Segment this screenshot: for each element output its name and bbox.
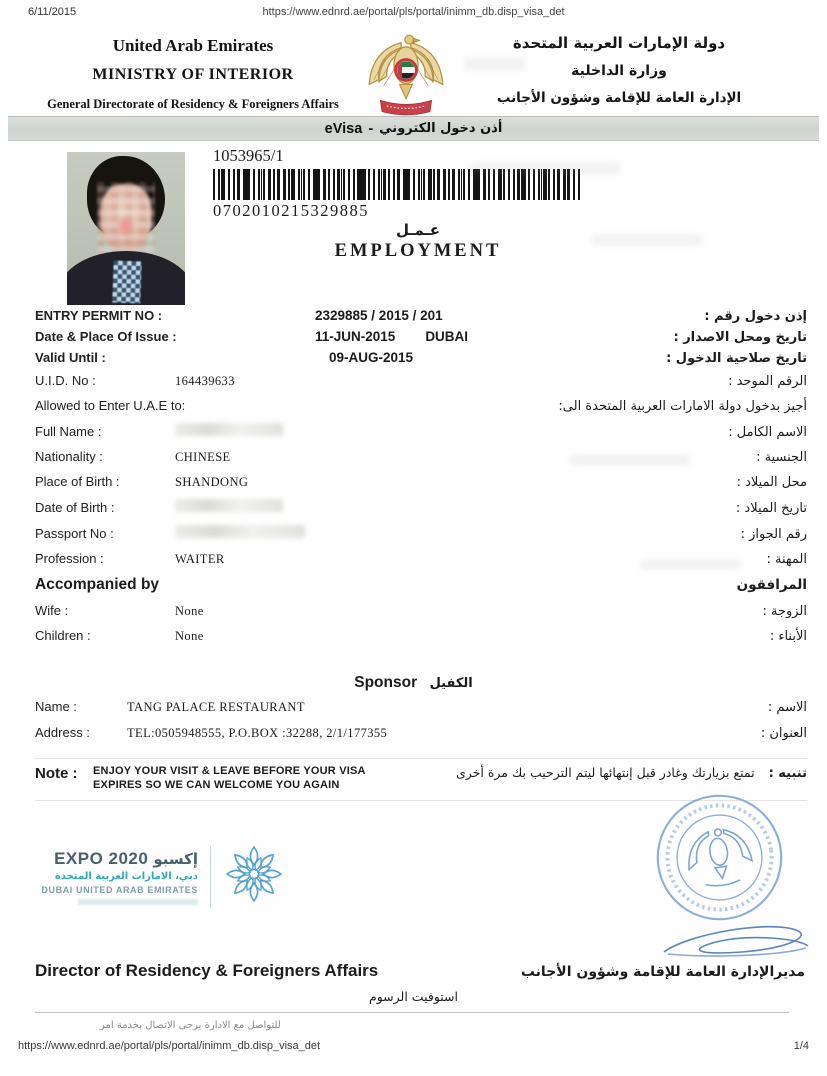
field-label-ar: تاريخ صلاحية الدخول : (666, 351, 807, 366)
page-indicator: 1/4 (793, 1040, 809, 1052)
field-value: CHINESE (175, 450, 231, 464)
note-arabic (456, 765, 807, 781)
file-number: 1053965/1 (213, 146, 284, 165)
field-label-ar: الاسم الكامل : (728, 425, 807, 440)
sponsor-details (35, 699, 807, 751)
field-label: Profession : (35, 551, 104, 566)
applicant-photo (67, 152, 185, 305)
contact-note-ar: للتواصل مع الادارة يرجى الاتصال بخدمة امر (100, 1020, 281, 1031)
director-row (35, 961, 805, 981)
visa-type-arabic: عـمـل (396, 221, 440, 239)
field-value: 09-AUG-2015 (329, 350, 414, 365)
signature-icon (658, 908, 818, 966)
field-label-ar: الاسم : (767, 700, 807, 715)
expo-2020-logo (40, 843, 285, 910)
redacted-value (175, 525, 305, 538)
field-label: Place of Birth : (35, 474, 120, 489)
note-line-1: ENJOY YOUR VISIT & LEAVE BEFORE YOUR VISA (93, 765, 366, 777)
field-label-ar: المهنة : (766, 552, 807, 567)
field-value: TANG PALACE RESTAURANT (127, 700, 305, 714)
field-value: None (175, 604, 204, 618)
fees-collected-ar: استوفيت الرسوم (368, 989, 459, 1004)
field-label-ar: العنوان : (760, 726, 807, 741)
director-title-ar: مديرالإدارة العامة للإقامة وشؤون الأجانب (520, 964, 805, 980)
field-label: ENTRY PERMIT NO : (35, 308, 163, 323)
scan-artifact (470, 163, 620, 174)
scan-artifact (592, 235, 702, 245)
field-value: TEL:0505948555, P.O.BOX :32288, 2/1/177355 (127, 726, 388, 740)
field-label: Valid Until : (35, 350, 106, 365)
print-header-url: https://www.ednrd.ae/portal/pls/portal/inimm_db.disp_visa_det (262, 6, 565, 18)
expo-ghost-line (78, 899, 198, 905)
country-name-ar: دولة الإمارات العربية المتحدة (512, 34, 726, 52)
scan-artifact (465, 58, 525, 70)
field-label-ar: الزوجة : (762, 604, 807, 619)
uae-falcon-emblem-icon (358, 30, 454, 118)
field-row-valid-until (35, 350, 807, 366)
official-stamp-icon (652, 790, 787, 925)
expo-latin: EXPO 2020 (54, 848, 149, 868)
field-label: U.I.D. No : (35, 373, 96, 388)
field-label-ar: تاريخ الميلاد : (735, 501, 807, 516)
field-row-entry-permit (35, 308, 807, 324)
field-value: 2329885 / 2015 / 201 (315, 308, 443, 323)
barcode-number: 0702010215329885 (213, 201, 369, 220)
field-value: SHANDONG (175, 475, 249, 489)
field-label-ar: محل الميلاد : (736, 475, 807, 490)
evisa-title-arabic: أذن دخول الكتروني (379, 121, 503, 136)
letterhead-english (28, 36, 358, 112)
expo-rosette-icon (223, 843, 285, 910)
photo-pixelation-overlay (97, 182, 155, 252)
field-value: None (175, 629, 204, 643)
director-title-en: Director of Residency & Foreigners Affairs (35, 961, 379, 980)
field-label-ar: تاريخ ومحل الاصدار : (673, 330, 807, 345)
visa-details (35, 308, 807, 653)
scan-artifact (640, 560, 740, 569)
footer-divider (35, 1012, 789, 1013)
field-label: Date of Birth : (35, 500, 115, 515)
field-label-ar: الأبناء : (769, 629, 807, 644)
field-label-ar: رقم الجواز : (740, 527, 807, 542)
evisa-title-latin: eVisa (324, 120, 363, 137)
field-label: Date & Place Of Issue : (35, 329, 177, 344)
sponsor-heading (0, 674, 827, 692)
field-row-wife (35, 603, 807, 619)
print-footer-url: https://www.ednrd.ae/portal/pls/portal/inimm_db.disp_visa_det (18, 1040, 321, 1052)
country-name-en: United Arab Emirates (112, 36, 274, 55)
field-row-children (35, 628, 807, 644)
field-label: Name : (35, 699, 77, 714)
field-row-birth-date (35, 499, 807, 516)
scan-artifact (570, 455, 690, 465)
redacted-value (175, 423, 283, 436)
expo-city-en: DUBAI UNITED ARAB EMIRATES (41, 884, 198, 895)
field-value: WAITER (175, 552, 225, 566)
field-label: Allowed to Enter U.A.E to: (35, 398, 186, 413)
note-line-2: EXPIRES SO WE CAN WELCOME YOU AGAIN (93, 778, 340, 791)
field-row-full-name (35, 423, 807, 440)
accompanied-heading (35, 576, 807, 594)
accompanied-title-ar: المرافقون (736, 577, 807, 593)
directorate-name-ar: الإدارة العامة للإقامة وشؤون الأجانب (496, 90, 742, 106)
print-date: 6/11/2015 (28, 6, 77, 18)
sponsor-row-name (35, 699, 807, 715)
field-label-ar: أجيز بدخول دولة الامارات العربية المتحدة الى: (558, 399, 807, 414)
evisa-title-banner (8, 116, 819, 141)
expo-wordmark-line1 (40, 849, 198, 869)
visa-type-block (213, 221, 623, 262)
field-row-allowed (35, 398, 807, 414)
visa-type-english: EMPLOYMENT (334, 241, 502, 261)
field-label-ar: الرقم الموحد : (728, 374, 807, 389)
field-row-nationality (35, 449, 807, 465)
field-value: 164439633 (175, 374, 235, 388)
expo-logo-divider (210, 846, 211, 908)
expo-city-ar: دبي، الامارات العربية المتحدة (54, 870, 198, 882)
sponsor-row-address (35, 725, 807, 741)
note-text-ar: تمتع بزيارتك وغادر قبل إنتهائها ليتم الترحيب بك مرة أخرى (456, 765, 755, 780)
field-label: Full Name : (35, 424, 102, 439)
ministry-name-ar: وزارة الداخلية (571, 63, 667, 79)
note-label-ar: تنبيه : (768, 766, 807, 781)
field-label-ar: الجنسية : (756, 450, 807, 465)
field-value-place: DUBAI (425, 329, 469, 344)
redacted-value (175, 499, 283, 512)
print-header (0, 6, 827, 22)
photo-face-detail (119, 218, 133, 234)
field-value: 11-JUN-2015 (315, 329, 396, 344)
evisa-title-separator: - (368, 120, 374, 137)
field-row-issue (35, 329, 807, 345)
field-label: Address : (35, 725, 90, 740)
print-footer (18, 1040, 809, 1052)
sponsor-title-ar: الكفيل (429, 676, 473, 691)
field-label: Children : (35, 628, 91, 643)
expo-arabic: إكسبو (153, 849, 198, 868)
sponsor-title-en: Sponsor (354, 674, 418, 691)
directorate-name-en: General Directorate of Residency & Foreigners Affairs (47, 97, 339, 111)
field-label: Nationality : (35, 449, 103, 464)
field-label-ar: إذن دخول رقم : (704, 309, 807, 324)
accompanied-title-en: Accompanied by (35, 576, 160, 593)
field-label: Passport No : (35, 526, 114, 541)
expo-wordmark (40, 849, 198, 905)
note-text-en (93, 765, 366, 792)
field-label: Wife : (35, 603, 69, 618)
field-row-birth-place (35, 474, 807, 490)
note-label-en: Note : (35, 765, 78, 782)
photo-scarf (112, 261, 141, 304)
field-row-uid (35, 373, 807, 389)
letterhead-arabic (469, 34, 769, 106)
ministry-name-en: MINISTRY OF INTERIOR (92, 66, 294, 83)
field-row-passport (35, 525, 807, 542)
